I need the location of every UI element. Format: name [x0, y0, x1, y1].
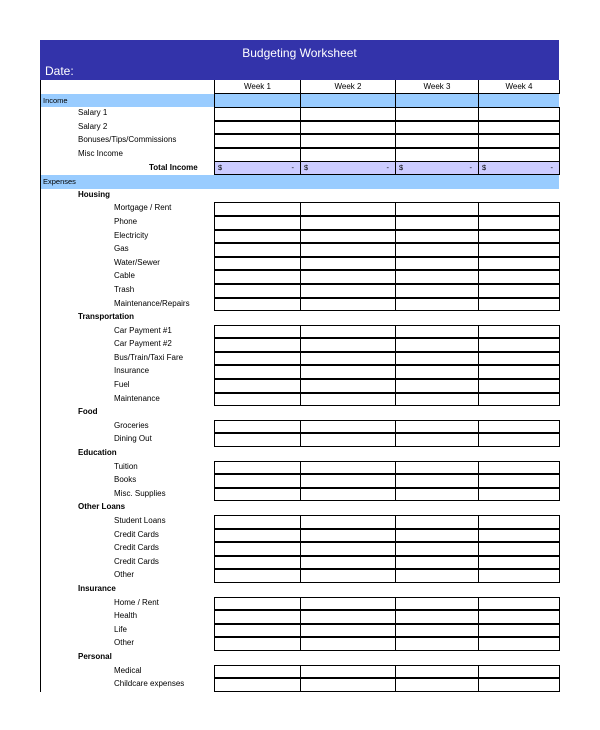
entry-cell[interactable] [478, 461, 560, 475]
total-value: - [550, 162, 553, 172]
entry-cell[interactable] [395, 202, 478, 216]
entry-cell[interactable] [478, 257, 560, 271]
expense-group-label: Education [78, 448, 117, 458]
entry-cell[interactable] [478, 542, 560, 556]
entry-cell[interactable] [478, 597, 560, 611]
entry-cell[interactable] [300, 325, 395, 339]
entry-cell[interactable] [478, 474, 560, 488]
entry-cell[interactable] [395, 529, 478, 543]
entry-cell[interactable] [395, 121, 478, 135]
expense-row [41, 433, 559, 447]
total-income-row [41, 162, 559, 176]
entry-cell[interactable] [478, 556, 560, 570]
income-item-label: Bonuses/Tips/Commissions [78, 135, 177, 145]
entry-cell[interactable] [300, 243, 395, 257]
entry-cell[interactable] [395, 379, 478, 393]
date-label: Date: [45, 64, 74, 78]
expense-item-label: Car Payment #1 [114, 325, 172, 335]
expense-row [41, 515, 559, 529]
expense-item-label: Credit Cards [114, 529, 159, 539]
expense-row [41, 216, 559, 230]
expense-item-label: Car Payment #2 [114, 339, 172, 349]
title-bar [40, 40, 559, 80]
entry-cell[interactable] [214, 121, 300, 135]
band-divider [395, 94, 478, 108]
entry-cell[interactable] [395, 610, 478, 624]
expense-row [41, 665, 559, 679]
expense-item-label: Credit Cards [114, 543, 159, 553]
expense-item-label: Other [114, 638, 135, 648]
entry-cell[interactable] [214, 665, 300, 679]
income-row [41, 107, 559, 121]
entry-cell[interactable] [214, 325, 300, 339]
entry-cell[interactable] [300, 270, 395, 284]
expense-row [41, 202, 559, 216]
total-income-cell [214, 162, 300, 176]
entry-cell[interactable] [395, 393, 478, 407]
entry-cell[interactable] [395, 569, 478, 583]
entry-cell[interactable] [395, 148, 478, 162]
expense-group-label: Other Loans [78, 502, 126, 512]
entry-cell[interactable] [395, 365, 478, 379]
entry-cell[interactable] [395, 515, 478, 529]
week-header: Week 3 [395, 80, 478, 94]
expense-group-label: Food [78, 407, 98, 417]
entry-cell[interactable] [214, 230, 300, 244]
entry-cell[interactable] [478, 488, 560, 502]
expense-row [41, 379, 559, 393]
entry-cell[interactable] [395, 624, 478, 638]
entry-cell[interactable] [478, 134, 560, 148]
entry-cell[interactable] [214, 474, 300, 488]
currency-symbol: $ [399, 162, 404, 172]
entry-cell[interactable] [478, 270, 560, 284]
entry-cell[interactable] [395, 433, 478, 447]
expense-row [41, 637, 559, 651]
income-row [41, 134, 559, 148]
expense-row [41, 243, 559, 257]
entry-cell[interactable] [214, 243, 300, 257]
expense-item-label: Bus/Train/Taxi Fare [114, 352, 184, 362]
entry-cell[interactable] [478, 624, 560, 638]
total-income-cell [478, 162, 560, 176]
band-divider [478, 94, 560, 108]
entry-cell[interactable] [478, 637, 560, 651]
expense-item-label: Books [114, 475, 137, 485]
entry-cell[interactable] [478, 284, 560, 298]
entry-cell[interactable] [214, 529, 300, 543]
expense-row [41, 542, 559, 556]
expense-item-label: Student Loans [114, 516, 166, 525]
entry-cell[interactable] [478, 393, 560, 407]
entry-cell[interactable] [214, 202, 300, 216]
expense-group-row [41, 501, 559, 515]
entry-cell[interactable] [300, 556, 395, 570]
entry-cell[interactable] [300, 134, 395, 148]
entry-cell[interactable] [478, 379, 560, 393]
entry-cell[interactable] [300, 352, 395, 366]
expense-item-label: Credit Cards [114, 556, 159, 566]
expense-row [41, 488, 559, 502]
expense-item-label: Insurance [114, 366, 150, 376]
entry-cell[interactable] [214, 284, 300, 298]
entry-cell[interactable] [300, 216, 395, 230]
entry-cell[interactable] [395, 107, 478, 121]
entry-cell[interactable] [214, 393, 300, 407]
entry-cell[interactable] [395, 461, 478, 475]
expense-row [41, 338, 559, 352]
entry-cell[interactable] [300, 665, 395, 679]
expense-item-label: Cable [114, 271, 135, 281]
entry-cell[interactable] [300, 393, 395, 407]
entry-cell[interactable] [395, 542, 478, 556]
entry-cell[interactable] [214, 488, 300, 502]
expense-row [41, 529, 559, 543]
entry-cell[interactable] [300, 515, 395, 529]
entry-cell[interactable] [300, 461, 395, 475]
entry-cell[interactable] [214, 148, 300, 162]
expense-row [41, 298, 559, 312]
total-value: - [291, 162, 294, 172]
expense-row [41, 325, 559, 339]
entry-cell[interactable] [395, 488, 478, 502]
entry-cell[interactable] [214, 338, 300, 352]
expense-group-row [41, 189, 559, 203]
entry-cell[interactable] [214, 216, 300, 230]
expense-group-label: Housing [78, 189, 110, 199]
entry-cell[interactable] [478, 121, 560, 135]
expense-row [41, 597, 559, 611]
expense-group-row [41, 651, 559, 665]
expense-row [41, 461, 559, 475]
total-income-cell [395, 162, 478, 176]
entry-cell[interactable] [478, 202, 560, 216]
entry-cell[interactable] [214, 107, 300, 121]
worksheet-title: Budgeting Worksheet [242, 46, 357, 60]
expense-item-label: Mortgage / Rent [114, 203, 172, 213]
entry-cell[interactable] [300, 488, 395, 502]
entry-cell[interactable] [214, 569, 300, 583]
entry-cell[interactable] [478, 515, 560, 529]
expense-item-label: Home / Rent [114, 597, 159, 607]
entry-cell[interactable] [214, 678, 300, 692]
entry-cell[interactable] [214, 433, 300, 447]
entry-cell[interactable] [214, 461, 300, 475]
entry-cell[interactable] [478, 433, 560, 447]
income-item-label: Salary 2 [78, 121, 108, 131]
total-value: - [386, 162, 389, 172]
income-item-label: Salary 1 [78, 108, 108, 118]
entry-cell[interactable] [395, 665, 478, 679]
expense-item-label: Water/Sewer [114, 257, 160, 267]
entry-cell[interactable] [300, 298, 395, 312]
expense-row [41, 569, 559, 583]
entry-cell[interactable] [478, 569, 560, 583]
entry-cell[interactable] [214, 556, 300, 570]
expense-item-label: Tuition [114, 461, 138, 471]
entry-cell[interactable] [478, 107, 560, 121]
entry-cell[interactable] [478, 243, 560, 257]
entry-cell[interactable] [214, 637, 300, 651]
entry-cell[interactable] [478, 610, 560, 624]
entry-cell[interactable] [214, 420, 300, 434]
expense-row [41, 230, 559, 244]
entry-cell[interactable] [214, 624, 300, 638]
expense-row [41, 420, 559, 434]
entry-cell[interactable] [478, 298, 560, 312]
expense-row [41, 624, 559, 638]
entry-cell[interactable] [300, 678, 395, 692]
expense-item-label: Groceries [114, 420, 149, 430]
total-value: - [469, 162, 472, 172]
band-divider [214, 94, 300, 108]
entry-cell[interactable] [300, 624, 395, 638]
entry-cell[interactable] [214, 542, 300, 556]
income-item-label: Misc Income [78, 148, 123, 158]
expense-item-label: Misc. Supplies [114, 488, 166, 498]
entry-cell[interactable] [478, 420, 560, 434]
total-income-label: Total Income [149, 162, 198, 172]
entry-cell[interactable] [214, 298, 300, 312]
band-divider [300, 94, 395, 108]
expense-row [41, 678, 559, 692]
expense-item-label: Life [114, 624, 127, 634]
week-header: Week 1 [214, 80, 300, 94]
entry-cell[interactable] [478, 678, 560, 692]
income-section-label: Income [43, 95, 68, 105]
entry-cell[interactable] [395, 597, 478, 611]
entry-cell[interactable] [395, 678, 478, 692]
entry-cell[interactable] [300, 230, 395, 244]
expenses-band [41, 175, 559, 189]
entry-cell[interactable] [478, 216, 560, 230]
expense-group-label: Transportation [78, 312, 135, 322]
week-header-row [41, 80, 559, 94]
income-row [41, 148, 559, 162]
expense-row [41, 556, 559, 570]
entry-cell[interactable] [478, 665, 560, 679]
entry-cell[interactable] [395, 270, 478, 284]
expense-row [41, 284, 559, 298]
week-header: Week 2 [300, 80, 395, 94]
entry-cell[interactable] [395, 257, 478, 271]
entry-cell[interactable] [395, 243, 478, 257]
entry-cell[interactable] [214, 134, 300, 148]
entry-cell[interactable] [478, 148, 560, 162]
entry-cell[interactable] [395, 556, 478, 570]
expense-item-label: Maintenance [114, 393, 160, 403]
entry-cell[interactable] [395, 352, 478, 366]
entry-cell[interactable] [478, 529, 560, 543]
entry-cell[interactable] [214, 257, 300, 271]
expense-group-row [41, 583, 559, 597]
expense-row [41, 365, 559, 379]
worksheet-grid [40, 80, 559, 692]
entry-cell[interactable] [478, 325, 560, 339]
expense-row [41, 352, 559, 366]
entry-cell[interactable] [395, 474, 478, 488]
expense-item-label: Dining Out [114, 434, 152, 444]
entry-cell[interactable] [300, 542, 395, 556]
week-header: Week 4 [478, 80, 560, 94]
entry-cell[interactable] [300, 529, 395, 543]
expense-group-label: Insurance [78, 583, 116, 593]
entry-cell[interactable] [395, 420, 478, 434]
entry-cell[interactable] [300, 610, 395, 624]
currency-symbol: $ [304, 162, 309, 172]
entry-cell[interactable] [214, 270, 300, 284]
entry-cell[interactable] [300, 107, 395, 121]
entry-cell[interactable] [214, 352, 300, 366]
expense-item-label: Electricity [114, 230, 149, 240]
entry-cell[interactable] [300, 637, 395, 651]
expense-item-label: Trash [114, 284, 135, 294]
entry-cell[interactable] [300, 379, 395, 393]
expense-item-label: Maintenance/Repairs [114, 298, 190, 308]
entry-cell[interactable] [300, 338, 395, 352]
expense-item-label: Gas [114, 244, 129, 254]
entry-cell[interactable] [300, 597, 395, 611]
entry-cell[interactable] [478, 365, 560, 379]
currency-symbol: $ [482, 162, 487, 172]
entry-cell[interactable] [300, 474, 395, 488]
entry-cell[interactable] [478, 230, 560, 244]
entry-cell[interactable] [395, 637, 478, 651]
entry-cell[interactable] [300, 420, 395, 434]
expense-item-label: Childcare expenses [114, 679, 185, 689]
entry-cell[interactable] [300, 202, 395, 216]
entry-cell[interactable] [214, 597, 300, 611]
entry-cell[interactable] [300, 257, 395, 271]
expense-group-row [41, 406, 559, 420]
entry-cell[interactable] [395, 298, 478, 312]
currency-symbol: $ [218, 162, 223, 172]
expense-group-row [41, 447, 559, 461]
entry-cell[interactable] [395, 134, 478, 148]
entry-cell[interactable] [300, 148, 395, 162]
entry-cell[interactable] [300, 433, 395, 447]
expense-row [41, 270, 559, 284]
entry-cell[interactable] [478, 338, 560, 352]
budget-worksheet [40, 40, 559, 692]
expense-item-label: Other [114, 570, 135, 580]
expense-row [41, 257, 559, 271]
income-band [41, 94, 559, 108]
entry-cell[interactable] [214, 365, 300, 379]
entry-cell[interactable] [300, 121, 395, 135]
total-income-cell [300, 162, 395, 176]
entry-cell[interactable] [395, 284, 478, 298]
expense-item-label: Fuel [114, 380, 130, 390]
expenses-section-label: Expenses [43, 177, 76, 187]
income-row [41, 121, 559, 135]
expense-group-row [41, 311, 559, 325]
entry-cell[interactable] [300, 284, 395, 298]
expense-item-label: Health [114, 611, 138, 621]
expense-item-label: Phone [114, 216, 138, 226]
entry-cell[interactable] [214, 379, 300, 393]
entry-cell[interactable] [300, 365, 395, 379]
entry-cell[interactable] [300, 569, 395, 583]
entry-cell[interactable] [395, 338, 478, 352]
expense-row [41, 474, 559, 488]
expense-row [41, 610, 559, 624]
entry-cell[interactable] [478, 352, 560, 366]
entry-cell[interactable] [214, 515, 300, 529]
expense-group-label: Personal [78, 651, 112, 661]
expenses-band-bg [41, 175, 559, 189]
expense-row [41, 393, 559, 407]
expense-item-label: Medical [114, 665, 142, 675]
entry-cell[interactable] [395, 230, 478, 244]
entry-cell[interactable] [214, 610, 300, 624]
entry-cell[interactable] [395, 216, 478, 230]
entry-cell[interactable] [395, 325, 478, 339]
